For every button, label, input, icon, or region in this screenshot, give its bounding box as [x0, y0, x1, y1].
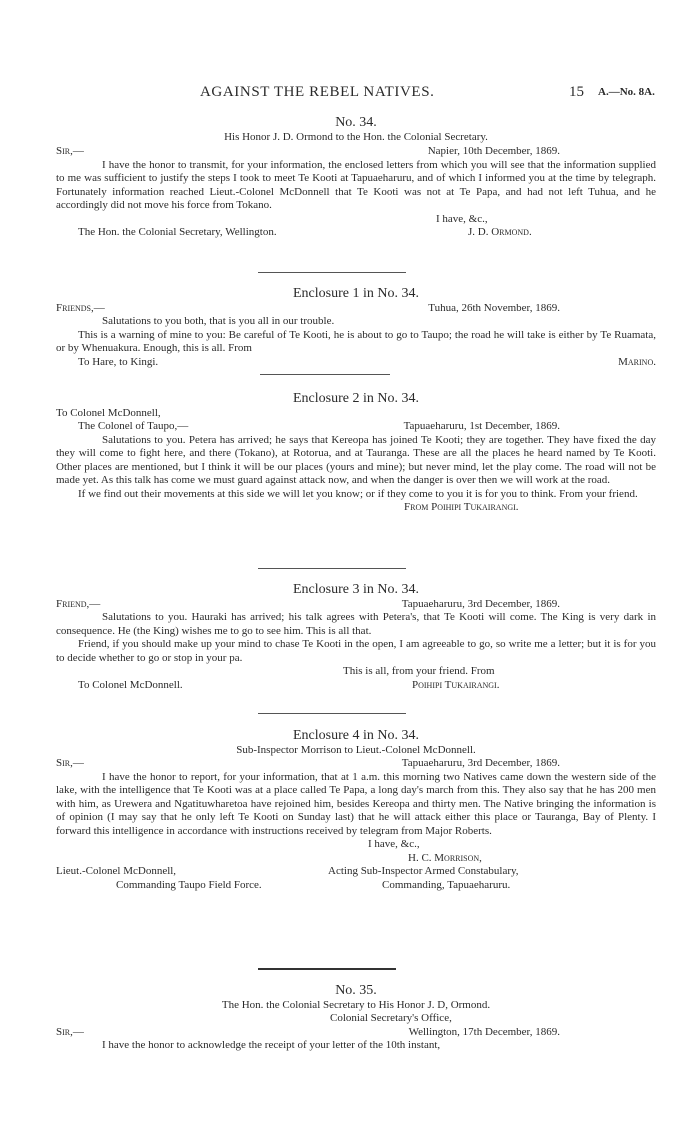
enc4-signer-title2: Commanding, Tapuaeharuru.	[382, 878, 511, 891]
enc1-signature: Marino.	[618, 355, 656, 368]
enc4-closing: I have, &c.,	[368, 838, 420, 850]
divider-3	[258, 568, 406, 569]
page-number: 15	[569, 84, 584, 100]
enc4-signer-title1: Acting Sub-Inspector Armed Constabulary,	[328, 865, 519, 877]
divider-2	[260, 374, 390, 375]
enc1-salutation: Friends,—	[56, 301, 105, 314]
enc4-from-to: Sub-Inspector Morrison to Lieut.-Colonel McDonnell.	[236, 743, 476, 756]
no34-heading: No. 34.	[335, 115, 377, 130]
enc4-salutation: Sir,—	[56, 757, 84, 769]
enc2-place-date: Tapuaeharuru, 1st December, 1869.	[403, 420, 560, 432]
document-reference: A.—No. 8A.	[598, 86, 655, 98]
divider-5	[258, 968, 396, 970]
no34-from-to: His Honor J. D. Ormond to the Hon. the Colonial Secretary.	[224, 130, 488, 143]
running-header	[0, 84, 700, 104]
letter-no34	[56, 116, 656, 240]
no34-body: I have the honor to transmit, for your information, the enclosed letters from which you will see that the information supplied to me was sufficient to justify the steps I took to meet Te Kooti at Tapuaeharuru, and of which I informed you at the time by telegraph. Fortunately information reached Lieut.-Colonel McDonnell that Te Kooti was not at Te Papa, and had not left Tuhua, and he accordingly did not move his force from Tokano.	[56, 158, 656, 211]
enc4-place-date: Tapuaeharuru, 3rd December, 1869.	[401, 757, 560, 769]
header-title: AGAINST THE REBEL NATIVES.	[200, 84, 435, 100]
enclosure-1	[56, 287, 656, 369]
no35-from-to: The Hon. the Colonial Secretary to His Honor J. D, Ormond.	[221, 998, 491, 1011]
no34-addressee: The Hon. the Colonial Secretary, Wellington.	[78, 226, 277, 238]
no34-closing: I have, &c.,	[436, 212, 488, 225]
no35-salutation: Sir,—	[56, 1025, 84, 1038]
enc2-body1: Salutations to you. Petera has arrived; he says that Kereopa has joined Te Kooti; they are together. They have fixed the day they will come to fight here, and there (Tokano), at Rotorua, and at Tauranga. These are all the places he heard named by Te Kooti. Other places are mentioned, but I think it will be our places (yours and mine); but never mind, let the play come. The road will not be made yet. As this talk has come we must guard against attack now, and when the danger is over then we will work at the road.	[56, 433, 656, 486]
enc2-heading: Enclosure 2 in No. 34.	[293, 391, 419, 406]
no34-place-date: Napier, 10th December, 1869.	[427, 145, 560, 157]
enc4-addressee2: Commanding Taupo Field Force.	[116, 878, 262, 891]
enc3-addressee: To Colonel McDonnell.	[78, 678, 183, 691]
enc2-body2: If we find out their movements at this side we will let you know; or if they come to you it is for you to think. From your friend.	[78, 487, 638, 500]
no34-signature: J. D. Ormond.	[468, 226, 532, 238]
enclosure-3	[56, 583, 656, 692]
enc3-place-date: Tapuaeharuru, 3rd December, 1869.	[401, 597, 560, 610]
divider-1	[258, 272, 406, 273]
enc4-addressee1: Lieut.-Colonel McDonnell,	[56, 865, 177, 877]
enc4-heading: Enclosure 4 in No. 34.	[293, 728, 419, 743]
enc3-closing: This is all, from your friend. From	[343, 665, 495, 677]
enc1-addressee: To Hare, to Kingi.	[78, 355, 159, 368]
no34-salutation: Sir,—	[56, 145, 84, 157]
enc1-body: This is a warning of mine to you: Be careful of Te Kooti, he is about to go to Taupo; the road he will take is either by Te Ruamata, or by Whenuakura. Enough, this is all. From	[56, 328, 656, 354]
enc3-heading: Enclosure 3 in No. 34.	[293, 582, 419, 597]
enc4-signer: H. C. Morrison,	[408, 851, 482, 864]
enc1-line1: Salutations to you both, that is you all in our trouble.	[102, 315, 335, 327]
no35-office: Colonial Secretary's Office,	[330, 1012, 452, 1024]
enc3-salutation: Friend,—	[56, 597, 101, 610]
enc2-to: To Colonel McDonnell,	[56, 406, 161, 419]
letter-no35	[56, 984, 656, 1053]
enc1-place-date: Tuhua, 26th November, 1869.	[428, 301, 560, 314]
enc3-body1: Salutations to you. Hauraki has arrived; his talk agrees with Petera's, that Te Kooti will come. The King is very dark in consequence. He (the King) wishes me to go to see him. This is all that.	[56, 611, 656, 637]
enclosure-2	[56, 392, 656, 515]
enc4-body: I have the honor to report, for your information, that at 1 a.m. this morning two Natives came down the western side of the lake, with the intelligence that Te Kooti was at a place called Te Papa, a long day's march from this. They also say that he has 200 men with him, as Urewera and Ngatituwharetoa have rejoined him, besides Kereopa and thirty men. The Native bringing the information is of opinion (I may say that he only left Te Kooti on Sunday last) that he will attack either this place or Tauranga, Bay of Plenty. I forward this intelligence in accordance with instructions received by telegram from Major Roberts.	[56, 770, 656, 837]
enc1-heading: Enclosure 1 in No. 34.	[293, 286, 419, 301]
enc2-signature: From Poihipi Tukairangi.	[404, 501, 519, 513]
enclosure-4	[56, 729, 656, 892]
enc3-body2: Friend, if you should make up your mind to chase Te Kooti in the open, I am agreeable to go, so write me a letter; but it is for you to decide whether to go or stop in your pa.	[56, 638, 656, 664]
no35-place-date: Wellington, 17th December, 1869.	[408, 1025, 560, 1038]
no35-body: I have the honor to acknowledge the receipt of your letter of the 10th instant,	[102, 1039, 441, 1051]
divider-4	[258, 713, 406, 714]
no35-heading: No. 35.	[335, 983, 377, 998]
enc2-to2: The Colonel of Taupo,—	[78, 420, 189, 432]
enc3-signature: Poihipi Tukairangi.	[412, 678, 500, 691]
